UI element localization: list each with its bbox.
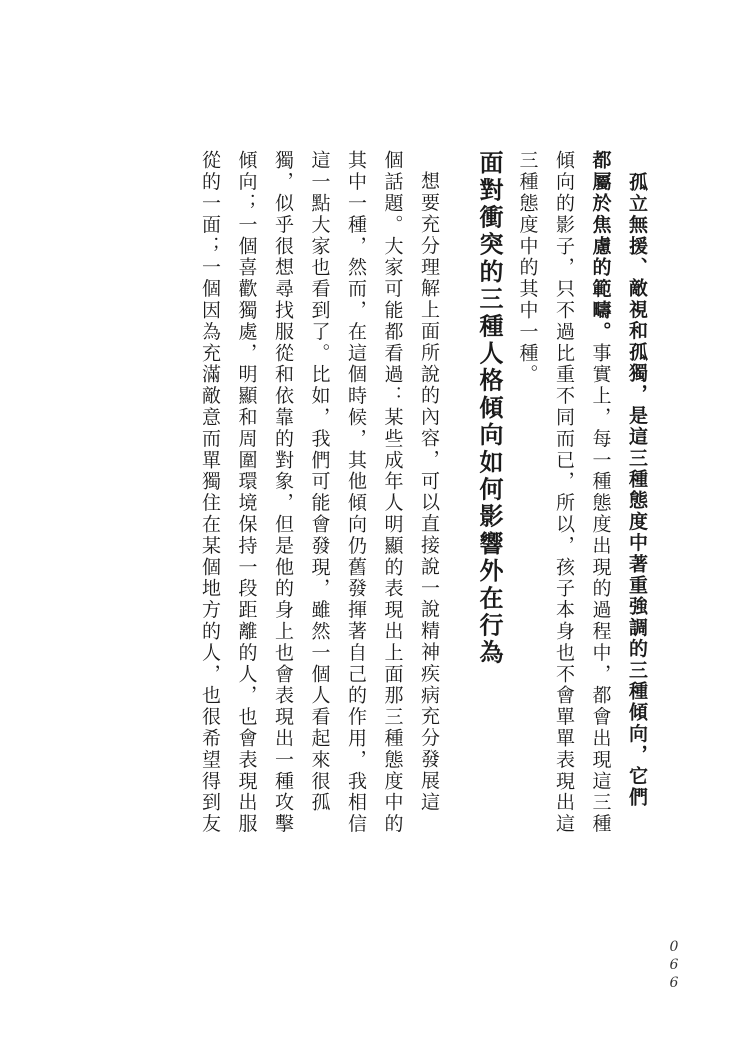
vertical-text-body bbox=[192, 150, 656, 835]
paragraph-1-line-3: 傾向的影子，只不過比重不同而已，所以，孩子本身也不會單單表現出這 bbox=[553, 150, 575, 835]
paragraph-2-line-2: 個話題。大家可能都看過：某些成年人明顯的表現出上面那三種態度中的 bbox=[381, 150, 404, 835]
paragraph-2-line-6: 傾向；一個喜歡獨處，明顯和周圍環境保持一段距離的人，也會表現出服 bbox=[235, 150, 258, 835]
paragraph-2-line-3: 其中一種，然而，在這個時候，其他傾向仍舊發揮著自己的作用，我相信 bbox=[345, 150, 367, 835]
paragraph-1-line-1: 孤立無援、敵視和孤獨，是這三種態度中著重強調的三種傾向，它們 bbox=[626, 172, 648, 808]
paragraph-2-line-5: 獨，似乎很想尋找服從和依靠的對象，但是他的身上也會表現出一種攻擊 bbox=[272, 150, 294, 835]
paragraph-2-line-1: 想要充分理解上面所說的內容，可以直接說一說精神疾病充分發展這 bbox=[418, 171, 440, 813]
paragraph-1-line-2 bbox=[582, 150, 619, 835]
paragraph-1-line-2-rest: 事實上，每一種態度出現的過程中，都會出現這三種 bbox=[589, 342, 612, 835]
paragraph-1-line-2-bold: 都屬於焦慮的範疇。 bbox=[589, 150, 612, 343]
paragraph-2-line-7: 從的一面；一個因為充滿敵意而單獨住在某個地方的人，也很希望得到友 bbox=[199, 150, 221, 835]
paragraph-2-line-4: 這一點大家也看到了。比如，我們可能會發現，雖然一個人看起來很孤 bbox=[308, 150, 331, 814]
section-heading: 面對衝突的三種人格傾向如何影響外在行為 bbox=[475, 150, 503, 667]
page-number: 066 bbox=[666, 939, 682, 993]
paragraph-1-line-4: 三種態度中的其中一種。 bbox=[516, 150, 539, 386]
